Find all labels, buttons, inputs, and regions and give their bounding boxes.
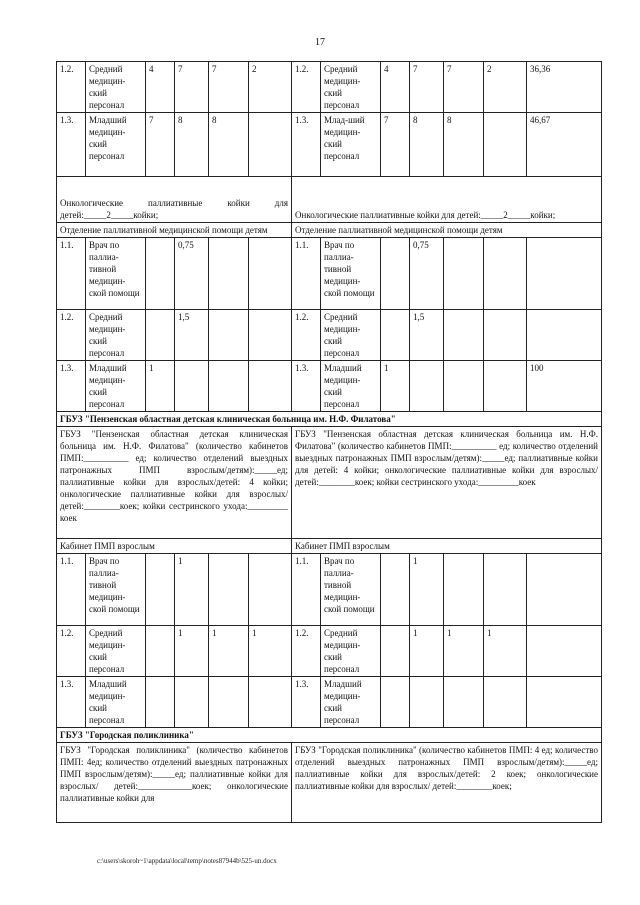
staff-value: 1 [410, 554, 444, 626]
staff-category: Средний медицин-ский персонал [321, 626, 381, 677]
table-row [57, 626, 602, 677]
staffing-table [56, 61, 602, 823]
staff-value [410, 677, 444, 728]
staff-value [484, 238, 527, 310]
staff-value: 1 [146, 361, 175, 412]
staff-category: Врач по паллиа-тивной медицин-ской помощи [321, 238, 381, 310]
percent-value [527, 626, 602, 677]
staff-value [381, 554, 410, 626]
staff-value [249, 677, 292, 728]
institution-info: ГБУЗ "Пензенская областная детская клиническая больница им. Н.Ф. Филатова" (количество кабинетов ПМП:__________ ед; количество отделений выездных патронажных ПМП взрослым/детям):_____ед; паллиативные койки для детей: 4 койки; онкологические паллиативные койки для взрослых/детей:________коек; койки сестринского ухода:_________коек [292, 427, 602, 539]
staff-value: 2 [484, 62, 527, 113]
staff-value [484, 554, 527, 626]
percent-value [527, 677, 602, 728]
staff-value [175, 361, 209, 412]
staff-category: Средний медицин-ский персонал [321, 310, 381, 361]
staff-category: Врач по паллиа-тивной медицин-ской помощи [86, 238, 146, 310]
table-row [57, 238, 602, 310]
staff-value [209, 310, 249, 361]
staff-value [381, 626, 410, 677]
row-number: 1.3. [57, 677, 86, 728]
staff-value [209, 238, 249, 310]
staff-value [381, 238, 410, 310]
staff-category: Младший медицин-ский персонал [86, 677, 146, 728]
section-title: Кабинет ПМП взрослым [292, 539, 602, 554]
table-row [57, 62, 602, 113]
row-number: 1.3. [292, 361, 321, 412]
staff-value: 7 [209, 62, 249, 113]
table-body [57, 62, 602, 823]
staff-category: Средний медицин-ский персонал [321, 62, 381, 113]
institution-info: ГБУЗ "Городская поликлиника" (количество кабинетов ПМП: 4 ед; количество отделений выездных патронажных ПМП взрослым/детям):_____ед; паллиативные койки для взрослых/детей: 2 коек; онкологические паллиативные койки для взрослых/ детей:________коек; [292, 743, 602, 823]
percent-value: 100 [527, 361, 602, 412]
row-number: 1.2. [292, 626, 321, 677]
institution-heading: ГБУЗ "Городская поликлиника" [57, 728, 602, 743]
staff-value [249, 310, 292, 361]
institution-info: Онкологические паллиативные койки для детей:_____2_____койки; [292, 177, 602, 223]
institution-heading: ГБУЗ "Пензенская областная детская клиническая больница им. Н.Ф. Филатова" [57, 412, 602, 427]
staff-value: 7 [444, 62, 484, 113]
staff-value: 0,75 [175, 238, 209, 310]
staff-value [381, 310, 410, 361]
staff-value [249, 554, 292, 626]
institution-info: Онкологические паллиативные койки для детей:_____2_____койки; [57, 177, 292, 223]
staff-value: 1,5 [410, 310, 444, 361]
table-row [57, 728, 602, 743]
staff-value: 7 [175, 62, 209, 113]
staff-category: Младший медицин-ский персонал [86, 113, 146, 177]
staff-value [146, 677, 175, 728]
table-row [57, 310, 602, 361]
staff-value [484, 361, 527, 412]
staff-value [146, 554, 175, 626]
staff-value [444, 554, 484, 626]
table-row [57, 539, 602, 554]
staff-value [209, 361, 249, 412]
staff-value: 1 [484, 626, 527, 677]
staff-value: 1 [410, 626, 444, 677]
row-number: 1.3. [292, 677, 321, 728]
percent-value: 36,36 [527, 62, 602, 113]
staff-value [410, 361, 444, 412]
row-number: 1.3. [292, 113, 321, 177]
staff-value: 2 [249, 62, 292, 113]
table-row [57, 361, 602, 412]
row-number: 1.1. [57, 554, 86, 626]
staff-value: 7 [381, 113, 410, 177]
staff-category: Врач по паллиа-тивной медицин-ской помощи [86, 554, 146, 626]
staff-value: 8 [444, 113, 484, 177]
staff-value [444, 238, 484, 310]
staff-value: 1 [444, 626, 484, 677]
staff-value [249, 361, 292, 412]
staff-category: Млад-ший медицин-ский персонал [321, 113, 381, 177]
staff-value: 8 [410, 113, 444, 177]
row-number: 1.1. [292, 554, 321, 626]
staff-value: 1 [209, 626, 249, 677]
staff-category: Младший медицин-ский персонал [321, 677, 381, 728]
section-title: Отделение паллиативной медицинской помощи детям [292, 223, 602, 238]
row-number: 1.3. [57, 361, 86, 412]
file-path-footer: c:\users\skoroh~1\appdata\local\temp\notes87944b\525-un.docx [97, 857, 277, 865]
staff-value [249, 113, 292, 177]
staff-category: Младший медицин-ский персонал [321, 361, 381, 412]
staff-value: 7 [410, 62, 444, 113]
table-row [57, 427, 602, 539]
institution-info: ГБУЗ "Городская поликлиника" (количество кабинетов ПМП: 4ед; количество отделений выездных патронажных ПМП взрослым/детям):_____ед; паллиативные койки для взрослых/ детей:____________коек; онкологические паллиативные койки для [57, 743, 292, 823]
institution-info: ГБУЗ "Пензенская областная детская клиническая больница им. Н.Ф. Филатова" (количество кабинетов ПМП:__________ ед; количество отделений выездных патронажных ПМП взрослым/детям):_____ед; паллиативные койки для взрослых/детей: 4 койки; онкологические паллиативные койки для взрослых/детей:________коек; койки сестринского ухода:_________ коек [57, 427, 292, 539]
staff-value: 4 [381, 62, 410, 113]
staff-value [175, 677, 209, 728]
percent-value [527, 310, 602, 361]
row-number: 1.2. [57, 626, 86, 677]
staff-value: 7 [146, 113, 175, 177]
staff-value: 1 [175, 626, 209, 677]
table-row [57, 113, 602, 177]
staff-category: Средний медицин-ский персонал [86, 62, 146, 113]
row-number: 1.2. [57, 310, 86, 361]
staff-value [444, 361, 484, 412]
staff-value [484, 113, 527, 177]
row-number: 1.2. [57, 62, 86, 113]
staff-value [381, 677, 410, 728]
staff-value [146, 310, 175, 361]
staff-value: 4 [146, 62, 175, 113]
staff-value [146, 238, 175, 310]
table-row [57, 412, 602, 427]
staff-category: Средний медицин-ский персонал [86, 310, 146, 361]
row-number: 1.1. [57, 238, 86, 310]
row-number: 1.1. [292, 238, 321, 310]
percent-value [527, 238, 602, 310]
row-number: 1.2. [292, 310, 321, 361]
row-number: 1.2. [292, 62, 321, 113]
section-title: Кабинет ПМП взрослым [57, 539, 292, 554]
table-row [57, 223, 602, 238]
staff-category: Врач по паллиа-тивной медицин-ской помощи [321, 554, 381, 626]
staff-value [484, 677, 527, 728]
staff-value [209, 677, 249, 728]
staff-value: 8 [209, 113, 249, 177]
table-row [57, 743, 602, 823]
percent-value [527, 554, 602, 626]
staff-value [444, 310, 484, 361]
staff-value [146, 626, 175, 677]
row-number: 1.3. [57, 113, 86, 177]
page-number: 17 [315, 37, 325, 48]
staff-category: Младший медицин-ский персонал [86, 361, 146, 412]
staff-category: Средний медицин-ский персонал [86, 626, 146, 677]
table-row [57, 677, 602, 728]
section-title: Отделение паллиативной медицинской помощи детям [57, 223, 292, 238]
staff-value [209, 554, 249, 626]
percent-value: 46,67 [527, 113, 602, 177]
table-row [57, 177, 602, 223]
staff-value: 1 [249, 626, 292, 677]
staff-value: 0,75 [410, 238, 444, 310]
staff-value: 1,5 [175, 310, 209, 361]
staff-value: 8 [175, 113, 209, 177]
staff-value [249, 238, 292, 310]
staff-value [444, 677, 484, 728]
staff-value: 1 [381, 361, 410, 412]
staff-value: 1 [175, 554, 209, 626]
staff-value [484, 310, 527, 361]
table-row [57, 554, 602, 626]
